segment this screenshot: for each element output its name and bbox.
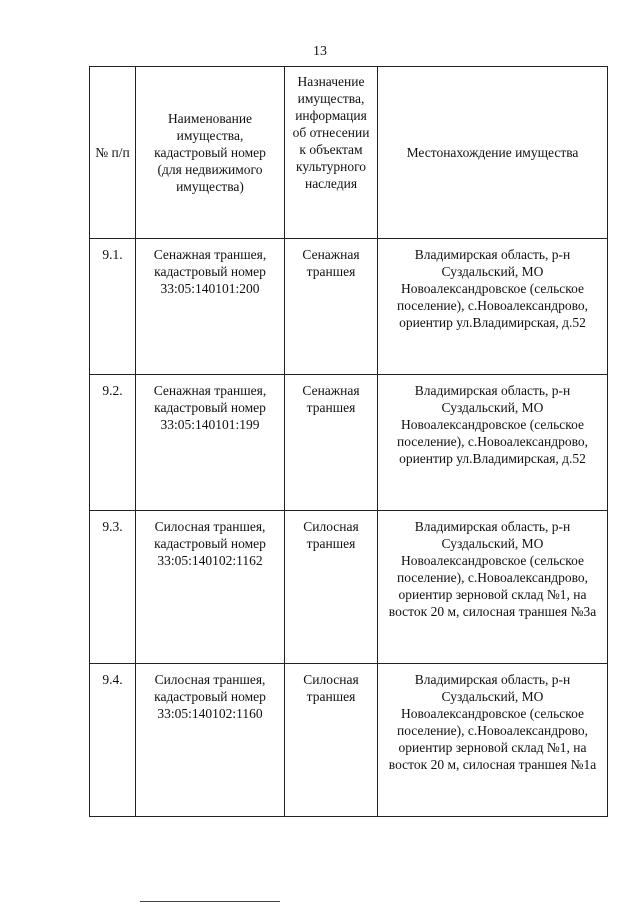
property-table [89,66,608,817]
row-name: Сенажная траншея, кадастровый номер 33:05:140101:200 [136,239,285,375]
row-number: 9.1. [90,239,136,375]
header-location: Местонахождение имущества [378,67,608,239]
row-name: Сенажная траншея, кадастровый номер 33:05:140101:199 [136,375,285,511]
row-location: Владимирская область, р-н Суздальский, МО Новоалександровское (сельское поселение), с.Новоалександрово, ориентир ул.Владимирская, д.52 [378,239,608,375]
table-header-row [90,67,608,239]
header-number: № п/п [90,67,136,239]
header-name: Наименование имущества, кадастровый номер (для недвижимого имущества) [136,67,285,239]
table-row [90,239,608,375]
bottom-rule [140,901,280,902]
row-purpose: Сенажная траншея [285,239,378,375]
row-purpose: Силосная траншея [285,511,378,664]
table-row [90,511,608,664]
row-number: 9.3. [90,511,136,664]
table-row [90,664,608,817]
page-number: 13 [313,44,327,59]
row-name: Силосная траншея, кадастровый номер 33:05:140102:1162 [136,511,285,664]
row-number: 9.2. [90,375,136,511]
table-row [90,375,608,511]
row-name: Силосная траншея, кадастровый номер 33:05:140102:1160 [136,664,285,817]
row-purpose: Силосная траншея [285,664,378,817]
row-location: Владимирская область, р-н Суздальский, МО Новоалександровское (сельское поселение), с.Новоалександрово, ориентир зерновой склад №1, на восток 20 м, силосная траншея №3а [378,511,608,664]
row-location: Владимирская область, р-н Суздальский, МО Новоалександровское (сельское поселение), с.Новоалександрово, ориентир зерновой склад №1, на восток 20 м, силосная траншея №1а [378,664,608,817]
row-purpose: Сенажная траншея [285,375,378,511]
header-purpose: Назначение имущества, информация об отнесении к объектам культурного наследия [285,67,378,239]
row-number: 9.4. [90,664,136,817]
row-location: Владимирская область, р-н Суздальский, МО Новоалександровское (сельское поселение), с.Новоалександрово, ориентир ул.Владимирская, д.52 [378,375,608,511]
